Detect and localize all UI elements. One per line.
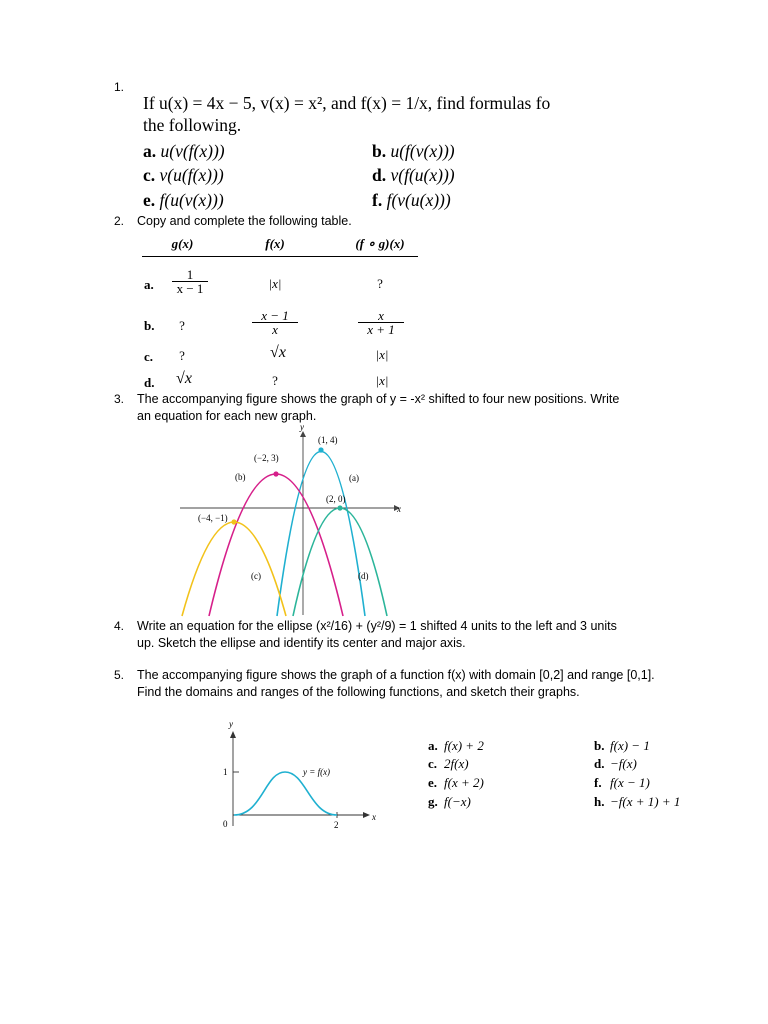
vertex-point [337, 505, 342, 510]
q5-option-d [594, 756, 637, 772]
table-row-label: c. [144, 349, 154, 364]
vertex-label: (−2, 3) [254, 453, 279, 463]
q1-stem-line1: If u(x) = 4x − 5, v(x) = x², and f(x) = 1/x, find formulas fo [143, 93, 551, 113]
option-expr: f(x + 2) [444, 775, 484, 790]
q1-item-expr: v(u(f(x))) [159, 165, 224, 185]
table-row-label: b. [144, 318, 155, 333]
frac-den: x + 1 [358, 322, 404, 336]
f-curve-label: y = f(x) [303, 767, 331, 777]
option-label: h. [594, 794, 605, 809]
vertex-point [231, 519, 236, 524]
option-expr: 2f(x) [444, 756, 469, 771]
parabola-c [182, 522, 286, 616]
f-graph-y-tick-label: 1 [223, 767, 228, 777]
q5-number: 5. [114, 668, 125, 682]
q1-item-expr: u(f(v(x))) [390, 141, 455, 161]
table-cell-fg-d: |x| [375, 373, 389, 388]
curve-label: (c) [251, 571, 261, 581]
q3-line2: an equation for each new graph. [137, 409, 317, 423]
q1-item-expr: v(f(u(x))) [390, 165, 455, 185]
q5-option-a [428, 738, 484, 754]
curve-label: (b) [235, 472, 246, 482]
table-cell-f-d: ? [272, 373, 278, 388]
vertex-label: (2, 0) [326, 494, 346, 504]
table-header-f: f(x) [265, 236, 285, 251]
frac-den: x [252, 322, 298, 336]
table-cell-g-c: ? [179, 348, 185, 363]
option-expr: −f(x) [610, 756, 637, 771]
vertex-point [318, 447, 323, 452]
option-label: g. [428, 794, 438, 809]
q4-number: 4. [114, 619, 125, 633]
f-graph-y-label: y [229, 719, 233, 729]
table-cell-g-d: √x [176, 370, 192, 387]
f-graph-x-label: x [372, 812, 376, 822]
option-label: c. [428, 756, 438, 771]
y-axis-label: y [300, 422, 304, 432]
parabola-b [209, 474, 343, 616]
option-expr: f(−x) [444, 794, 471, 809]
vertex-point [273, 471, 278, 476]
q1-item-label: d. [372, 165, 387, 185]
q1-item-expr: f(u(v(x))) [159, 190, 224, 210]
q2-number: 2. [114, 214, 125, 228]
q4-line2: up. Sketch the ellipse and identify its center and major axis. [137, 636, 466, 650]
q3-number: 3. [114, 392, 125, 406]
f-graph-origin: 0 [223, 819, 228, 829]
q5-option-h [594, 794, 680, 810]
frac-num: 1 [186, 267, 194, 282]
q1-item-expr: f(v(u(x))) [386, 190, 451, 210]
frac-num: x − 1 [261, 308, 289, 323]
f-graph-y-arrow [230, 731, 236, 738]
f-graph-x-arrow [363, 812, 370, 818]
option-expr: −f(x + 1) + 1 [610, 794, 681, 809]
option-expr: f(x) + 2 [444, 738, 484, 753]
q5-option-f [594, 775, 650, 791]
q1-stem-line2: the following. [143, 115, 242, 135]
q2-text: Copy and complete the following table. [137, 214, 352, 228]
table-row-label: a. [144, 277, 154, 292]
q1-item-label: f. [372, 190, 383, 210]
table-row-label: d. [144, 375, 155, 390]
q5-option-c [428, 756, 469, 772]
curve-label: (a) [349, 473, 359, 483]
curve-label: (d) [358, 571, 369, 581]
frac-num: x [378, 308, 384, 323]
q1-item-label: a. [143, 141, 157, 161]
table-cell-fg-a: ? [377, 276, 383, 291]
f-curve [234, 772, 337, 815]
table-cell-f-a: |x| [268, 276, 282, 291]
q5-line2: Find the domains and ranges of the following functions, and sketch their graphs. [137, 685, 580, 699]
q1-item-expr: u(v(f(x))) [160, 141, 225, 161]
option-label: a. [428, 738, 438, 753]
q1-item-label: c. [143, 165, 156, 185]
x-axis-label: x [397, 504, 401, 514]
q1-item-label: b. [372, 141, 387, 161]
table-header-g: g(x) [171, 236, 194, 251]
option-label: f. [594, 775, 602, 790]
option-expr: f(x) − 1 [610, 738, 650, 753]
f-graph-x-tick-label: 2 [334, 820, 339, 830]
q1-item-label: e. [143, 190, 156, 210]
q5-option-e [428, 775, 484, 791]
frac-den: x − 1 [172, 281, 208, 295]
table-header-fg: (f ∘ g)(x) [355, 236, 405, 251]
option-label: d. [594, 756, 605, 771]
q3-line1: The accompanying figure shows the graph of y = -x² shifted to four new positions. Write [137, 392, 620, 406]
option-label: e. [428, 775, 438, 790]
table-cell-g-b: ? [179, 318, 185, 333]
q4-line1: Write an equation for the ellipse (x²/16) + (y²/9) = 1 shifted 4 units to the left and 3 units [137, 619, 617, 633]
q1-number: 1. [114, 80, 125, 94]
q5-option-b [594, 738, 650, 754]
table-cell-fg-c: |x| [375, 347, 389, 362]
vertex-label: (1, 4) [318, 435, 338, 445]
q5-option-g [428, 794, 471, 810]
vertex-label: (−4, −1) [198, 513, 228, 523]
q5-line1: The accompanying figure shows the graph of a function f(x) with domain [0,2] and range [0,1]. [137, 668, 655, 682]
table-cell-f-c: √x [270, 344, 286, 361]
option-expr: f(x − 1) [610, 775, 650, 790]
option-label: b. [594, 738, 605, 753]
parabola-d [293, 508, 387, 616]
